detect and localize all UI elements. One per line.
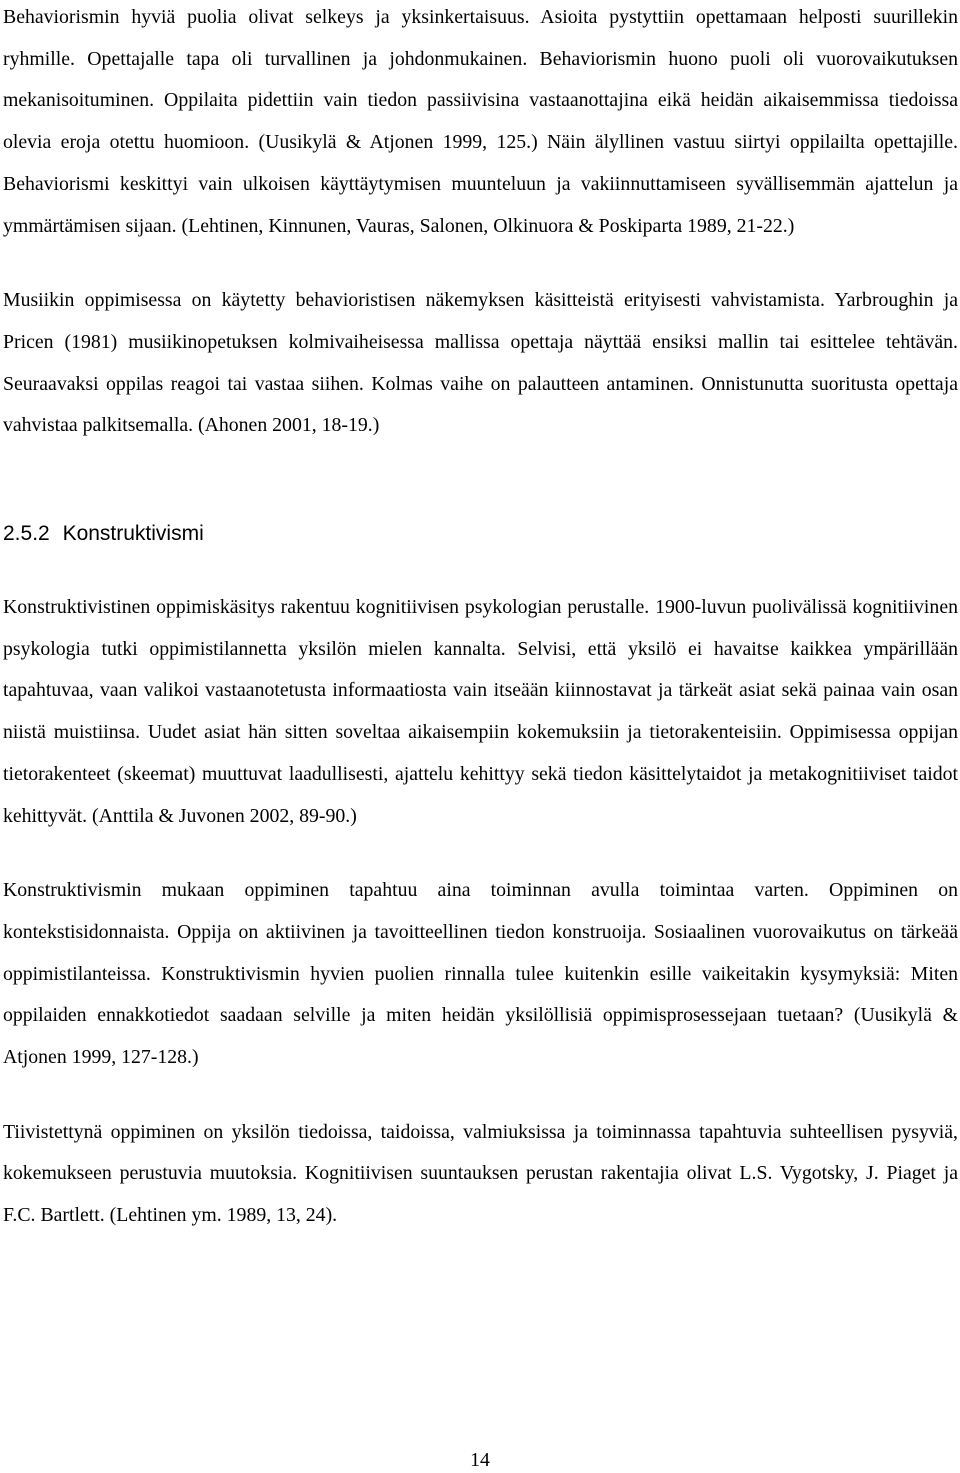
section-title: Konstruktivismi	[62, 522, 204, 546]
paragraph-summary: Tiivistettynä oppiminen on yksilön tiedoissa, taidoissa, valmiuksissa ja toiminnassa tapahtuvia suhteellisen pysyviä, kokemukseen perustuvia muutoksia. Kognitiivisen suuntauksen perustan rakentajia olivat L.S. Vygotsky, J. Piaget ja F.C. Bartlett. (Lehtinen ym. 1989, 13, 24).	[3, 1120, 958, 1227]
paragraph-constructivism-learning: Konstruktivismin mukaan oppiminen tapahtuu aina toiminnan avulla toimintaa varten. Oppiminen on kontekstisidonnaista. Oppija on aktiivinen ja tavoitteellinen tiedon konstruoija. Sosiaalinen vuorovaikutus on tärkeää oppimistilanteissa. Konstruktivismin hyvien puolien rinnalla tulee kuitenkin esille vaikeitakin kysymyksiä: Miten oppilaiden ennakkotiedot saadaan selville ja miten heidän yksilöllisiä oppimisprosessejaan tuetaan? (Uusikylä & Atjonen 1999, 127-128.)	[3, 879, 958, 1069]
paragraph-behaviorism-pros-cons: Behaviorismin hyviä puolia olivat selkeys ja yksinkertaisuus. Asioita pystyttiin opettamaan helposti suurillekin ryhmille. Opettajalle tapa oli turvallinen ja johdonmukainen. Behaviorismin huono puoli oli vuorovaikutuksen mekanisoituminen. Oppilaita pidettiin vain tiedon passiivisina vastaanottajina eikä heidän aikaisemmissa tiedoissa olevia eroja otettu huomioon. (Uusikylä & Atjonen 1999, 125.) Näin älyllinen vastuu siirtyi oppilailta opettajille. Behaviorismi keskittyi vain ulkoisen käyttäytymisen muunteluun ja vakiinnuttamiseen syvällisemmän ajattelun ja ymmärtämisen sijaan. (Lehtinen, Kinnunen, Vauras, Salonen, Olkinuora & Poskiparta 1989, 21-22.)	[3, 6, 958, 237]
section-heading	[3, 519, 958, 549]
paragraph-music-learning: Musiikin oppimisessa on käytetty behavioristisen näkemyksen käsitteistä erityisesti vahvistamista. Yarbroughin ja Pricen (1981) musiikinopetuksen kolmivaiheisessa mallissa opettaja näyttää ensiksi mallin tai esittelee tehtävän. Seuraavaksi oppilas reagoi tai vastaa siihen. Kolmas vaihe on palautteen antaminen. Onnistunutta suoritusta opettaja vahvistaa palkitsemalla. (Ahonen 2001, 18-19.)	[3, 289, 958, 437]
document-page	[3, 0, 958, 1237]
paragraph-constructivist-view: Konstruktivistinen oppimiskäsitys rakentuu kognitiivisen psykologian perustalle. 1900-luvun puolivälissä kognitiivinen psykologia tutki oppimistilannetta yksilön mielen kannalta. Selvisi, että yksilö ei havaitse kaikkea ympärillään tapahtuvaa, vaan valikoi vastaanotetusta informaatiosta vain itseään kiinnostavat ja tärkeät asiat sekä painaa vain osan niistä muistiinsa. Uudet asiat hän sitten soveltaa aikaisempiin kokemuksiin ja tietorakenteisiin. Oppimisessa oppijan tietorakenteet (skeemat) muuttuvat laadullisesti, ajattelu kehittyy sekä tiedon käsittelytaidot ja metakognitiiviset taidot kehittyvät. (Anttila & Juvonen 2002, 89-90.)	[3, 596, 958, 827]
page-number: 14	[470, 1449, 490, 1471]
section-number: 2.5.2	[3, 522, 50, 546]
